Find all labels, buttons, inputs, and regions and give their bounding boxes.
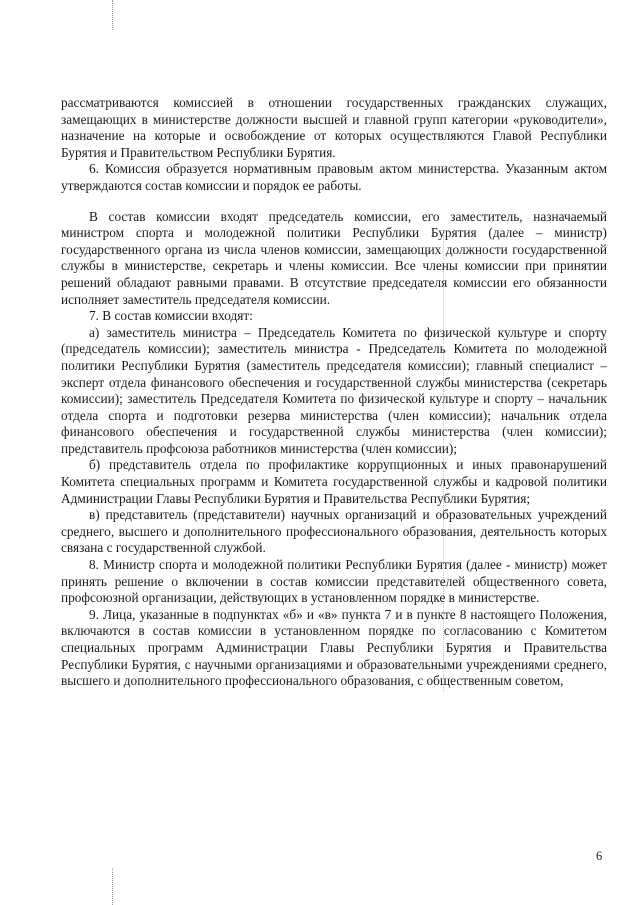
paragraph: 7. В состав комиссии входят: — [89, 308, 253, 324]
document-body — [61, 95, 607, 690]
page-number: 6 — [596, 849, 603, 863]
paragraph: В состав комиссии входят председатель комиссии, его заместитель, назначаемый министром спорта и молодежной политики Республики Бурятия (далее – министр) государственного органа из числа членов комиссии, замещающих должности государственной службы в министерстве, секретарь и члены комиссии. Все члены комиссии при принятии решений обладают равными правами. В отсутствие председателя комиссии его обязанности исполняет заместитель председателя комиссии. — [61, 208, 607, 307]
paragraph-gap — [61, 195, 607, 209]
paragraph: 9. Лица, указанные в подпунктах «б» и «в» пункта 7 и в пункте 8 настоящего Положения, включаются в состав комиссии в установленном порядке по согласованию с Комитетом специальных программ Администрации Главы Республики Бурятия и Правительства Республики Бурятия, с научными организациями и образовательными учреждениями среднего, высшего и дополнительного профессионального образования, с общественным советом, — [61, 606, 607, 689]
scan-artifact-line — [112, 0, 113, 30]
paragraph: рассматриваются комиссией в отношении государственных гражданских служащих, замещающих в министерстве должности высшей и главной групп категории «руководители», назначение на которые и освобождение от которых осуществляются Главой Республики Бурятия и Правительством Республики Бурятия. — [61, 95, 607, 160]
paragraph: в) представитель (представители) научных организаций и образовательных учреждений среднего, высшего и дополнительного профессионального образования, деятельность которых связана с государственной службой. — [61, 507, 607, 556]
scan-artifact-line — [112, 868, 113, 905]
paragraph: а) заместитель министра – Председатель Комитета по физической культуре и спорту (председатель комиссии); заместитель министра - Председатель Комитета по молодежной политики Республики Бурятия (заместитель председателя комиссии); главный специалист – эксперт отдела финансового обеспечения и государственной службы министерства (секретарь комиссии); заместитель Председателя Комитета по физической культуре и спорту – начальник отдела спорта и подготовки резерва министерства (член комиссии); начальник отдела финансового обеспечения и государственной службы министерства (член комиссии); представитель профсоюза работников министерства (член комиссии); — [61, 324, 607, 456]
paragraph: 6. Комиссия образуется нормативным правовым актом министерства. Указанным актом утверждаются состав комиссии и порядок ее работы. — [61, 161, 607, 193]
paragraph: б) представитель отдела по профилактике коррупционных и иных правонарушений Комитета специальных программ и Комитета государственной службы и кадровой политики Администрации Главы Республики Бурятия и Правительства Республики Бурятия; — [61, 457, 607, 506]
paragraph: 8. Министр спорта и молодежной политики Республики Бурятия (далее - министр) может принять решение о включении в состав комиссии представителей общественного совета, профсоюзной организации, действующих в установленном порядке в министерстве. — [61, 557, 607, 606]
